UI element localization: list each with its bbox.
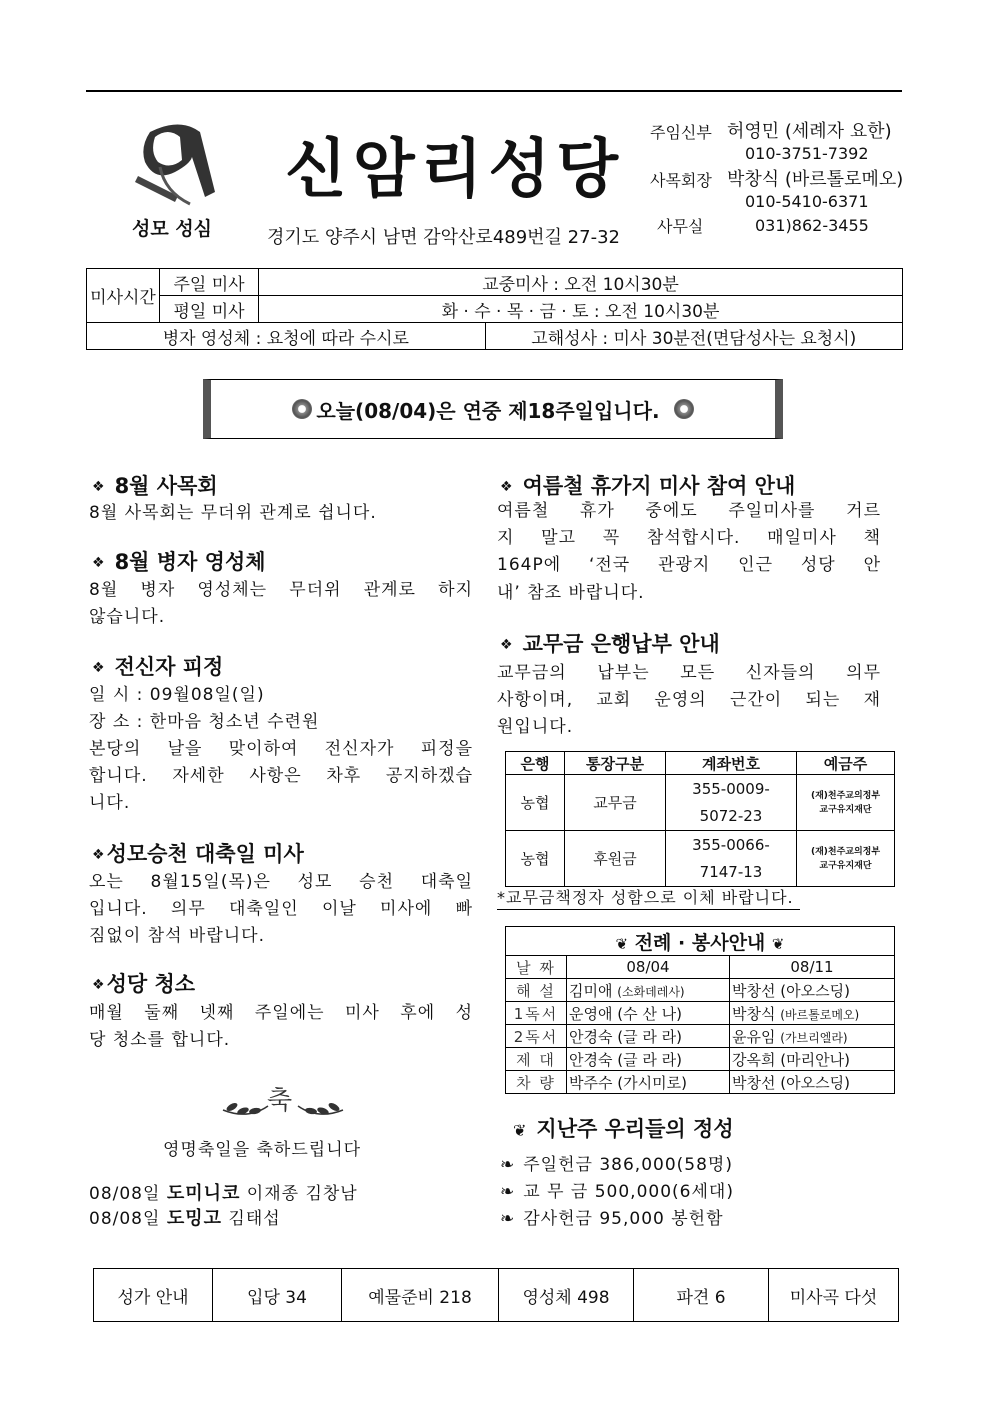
offering-line: ❧ 교 무 금 500,000(6세대) (500, 1182, 734, 1202)
hymn-cell: 입당 34 (213, 1269, 342, 1322)
paragraph: 8월 사목회는 무더위 관계로 쉽니다. (89, 503, 377, 523)
paragraph: 여름철 휴가 중에도 주일미사를 거르 (497, 501, 881, 521)
heart-icon: ❦ (513, 1120, 527, 1140)
paragraph: 당 청소를 합니다. (89, 1030, 231, 1050)
sunday-mass-value: 교중미사 : 오전 10시30분 (259, 269, 903, 296)
paragraph: 입니다. 의무 대축일인 이날 미사에 빠 (89, 899, 473, 919)
bank-note: *교무금책정자 성함으로 이체 바랍니다. (497, 887, 800, 910)
office-phone: 031)862-3455 (755, 216, 869, 235)
paragraph: 8월 병자 영성체는 무더위 관계로 하지 (89, 580, 473, 600)
today-banner (203, 379, 783, 439)
paragraph: 164P에 ‘전국 관광지 인근 성당 안 (497, 555, 881, 575)
feast-entry: 08/08일 도밍고 김태섭 (89, 1208, 281, 1229)
feast-text: 영명축일을 축하드립니다 (163, 1140, 362, 1160)
bank-header: 은행 (506, 752, 565, 775)
table-row: 차 량 박주수 (가시미로) 박창선 (아오스딩) (506, 1071, 895, 1094)
leaf-bullet-icon: ❧ (500, 1209, 516, 1229)
bank-header: 통장구분 (565, 752, 666, 775)
table-row: 농협 후원금 355-0066- 7147-13 (재)천주교의정부 교구유지재단 (506, 831, 895, 887)
logo-caption: 성모 성심 (132, 218, 213, 240)
section-title: ❖성당 청소 (92, 972, 196, 996)
council-phone: 010-5410-6371 (745, 192, 869, 211)
sacred-heart-logo (120, 112, 230, 222)
sick-communion: 병자 영성체 : 요청에 따라 수시로 (87, 323, 486, 350)
diamond-icon: ❖ (500, 637, 513, 653)
bank-header: 예금주 (797, 752, 895, 775)
offering-line: ❧ 감사헌금 95,000 봉헌함 (500, 1209, 724, 1229)
weekday-mass-label: 평일 미사 (160, 296, 259, 323)
diamond-icon: ❖ (92, 555, 105, 571)
leaf-bullet-icon: ❧ (500, 1155, 516, 1175)
hymn-cell: 파견 6 (634, 1269, 769, 1322)
section-title: ❖ 전신자 피정 (92, 655, 224, 679)
bank-header: 계좌번호 (666, 752, 797, 775)
hymn-cell: 성가 안내 (94, 1269, 213, 1322)
paragraph: 매월 둘째 넷째 주일에는 미사 후에 성 (89, 1003, 473, 1023)
mass-label: 미사시간 (87, 269, 160, 323)
council-name: 박창식 (바르톨로메오) (727, 169, 904, 190)
paragraph: 합니다. 자세한 사항은 차후 공지하겠습 (89, 766, 473, 786)
table-row: 제 대 안경숙 (글 라 라) 강옥희 (마리안나) (506, 1048, 895, 1071)
heart-icon: ❦ (615, 934, 629, 953)
parish-title: 신암리성당 (285, 133, 625, 207)
paragraph: 일 시 : 09월08일(일) (89, 685, 265, 705)
paragraph: 원입니다. (497, 717, 574, 737)
top-rule (86, 90, 902, 92)
confession: 고해성사 : 미사 30분전(면담성사는 요청시) (485, 323, 902, 350)
flower-icon (292, 399, 312, 419)
hymn-cell: 미사곡 다섯 (769, 1269, 899, 1322)
pastor-label: 주임신부 (650, 123, 712, 142)
flower-icon (674, 399, 694, 419)
parish-address: 경기도 양주시 남면 감악산로489번길 27-32 (267, 227, 620, 248)
section-title: ❖ 교무금 은행납부 안내 (500, 632, 720, 656)
paragraph: 본당의 날을 맞이하여 전신자가 피정을 (89, 739, 473, 759)
section-title: ❖ 8월 사목회 (92, 474, 218, 498)
council-label: 사목회장 (650, 171, 712, 190)
feast-entry: 08/08일 도미니코 이재종 김창남 (89, 1183, 358, 1204)
diamond-icon: ❖ (92, 660, 105, 676)
section-title: ❖ 여름철 휴가지 미사 참여 안내 (500, 474, 796, 498)
offering-line: ❧ 주일헌금 386,000(58명) (500, 1155, 733, 1175)
office-label: 사무실 (657, 217, 704, 236)
diamond-icon: ❖ (92, 479, 105, 495)
sunday-mass-label: 주일 미사 (160, 269, 259, 296)
paragraph: 않습니다. (89, 607, 166, 627)
feast-char: 축 (267, 1086, 293, 1116)
section-title: ❖ 8월 병자 영성체 (92, 550, 266, 574)
hymn-cell: 영성체 498 (499, 1269, 634, 1322)
mass-schedule-table (86, 268, 903, 350)
bank-table (505, 751, 895, 887)
leaf-bullet-icon: ❧ (500, 1182, 516, 1202)
diamond-icon: ❖ (500, 479, 513, 495)
diamond-icon: ❖ (92, 977, 105, 993)
paragraph: 오는 8월15일(목)은 성모 승천 대축일 (89, 872, 473, 892)
section-title: ❦ 지난주 우리들의 정성 (513, 1117, 734, 1141)
paragraph: 내’ 참조 바랍니다. (497, 583, 645, 603)
table-row: 농협 교무금 355-0009- 5072-23 (재)천주교의정부 교구유지재단 (506, 775, 895, 831)
paragraph: 교무금의 납부는 모든 신자들의 의무 (497, 663, 881, 683)
paragraph: 장 소 : 한마음 청소년 수련원 (89, 712, 320, 732)
diamond-icon: ❖ (92, 847, 105, 863)
pastor-phone: 010-3751-7392 (745, 144, 869, 163)
heart-icon: ❦ (771, 934, 785, 953)
table-row: 2독서 안경숙 (글 라 라) 윤유임 (가브리엘라) (506, 1025, 895, 1048)
hymn-table (93, 1268, 899, 1322)
paragraph: 짐없이 참석 바랍니다. (89, 926, 266, 946)
banner-text: 오늘(08/04)은 연중 제18주일입니다. (316, 398, 660, 423)
section-title: ❖성모승천 대축일 미사 (92, 842, 304, 866)
weekday-mass-value: 화 · 수 · 목 · 금 · 토 : 오전 10시30분 (259, 296, 903, 323)
hymn-cell: 예물준비 218 (342, 1269, 499, 1322)
table-row: 해 설 김미애 (소화데레사) 박창선 (아오스딩) (506, 979, 895, 1002)
service-table: ❦ 전례 · 봉사안내 ❦ 날 짜 08/04 08/11 해 설 김미애 (소화데레사) 박창선 (아오스딩) 1독서 운영애 (수 산 나) 박창식 (바르톨로메오) 2독서 안경숙 (글 라 라) 윤유임 (가브리엘라) 제 대 안경숙 (글 라 라) 강옥희 (마리안나) 차 량 박주수 (가시미로) 박창선 (아오스딩) (505, 926, 895, 1094)
table-row: 1독서 운영애 (수 산 나) 박창식 (바르톨로메오) (506, 1002, 895, 1025)
service-title: ❦ 전례 · 봉사안내 ❦ (506, 927, 895, 956)
paragraph: 니다. (89, 793, 131, 813)
paragraph: 사항이며, 교회 운영의 근간이 되는 재 (497, 690, 881, 710)
paragraph: 지 말고 꼭 참석합시다. 매일미사 책 (497, 528, 881, 548)
pastor-name: 허영민 (세례자 요한) (727, 121, 892, 142)
